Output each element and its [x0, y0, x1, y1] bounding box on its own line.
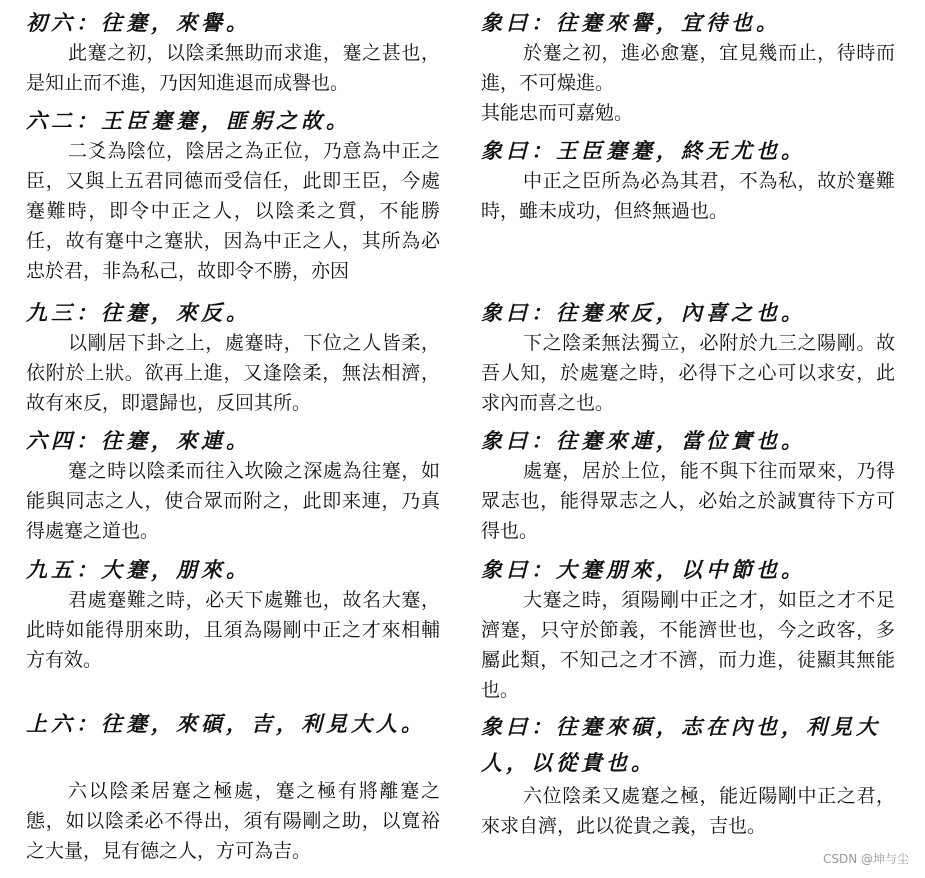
line-6-right-title: 象曰：往蹇來碩，志在內也，利見大人，以從貴也。	[481, 714, 881, 775]
watermark: CSDN @坤与尘	[822, 852, 909, 866]
line-1-left	[26, 8, 440, 98]
line-4-right-title: 象曰：往蹇來連，當位實也。	[481, 428, 806, 453]
line-1-right-text-2: 其能忠而可嘉勉。	[481, 102, 634, 124]
line-3-left-title: 九三：往蹇，來反。	[26, 300, 251, 325]
line-5-right	[481, 555, 895, 705]
line-5-right-title: 象曰：大蹇朋來，以中節也。	[481, 557, 806, 582]
line-5-left-text: 君處蹇難之時，必天下處難也，故名大蹇，此時如能得朋來助，且須為陽剛中正之才來相輔方有效。	[26, 589, 440, 671]
line-5-left-title: 九五：大蹇，朋來。	[26, 557, 251, 582]
line-3-right-text: 下之陰柔無法獨立，必附於九三之陽剛。故吾人知，於處蹇之時，必得下之心可以求安，此求內而喜之也。	[481, 332, 895, 414]
line-6-right-text: 六位陰柔又處蹇之極，能近陽剛中正之君，來求自濟，此以從貴之義，吉也。	[481, 785, 895, 837]
line-4-left	[26, 426, 440, 546]
line-4-left-title: 六四：往蹇，來連。	[26, 428, 251, 453]
line-2-left-text: 二爻為陰位，陰居之為正位，乃意為中正之臣，又與上五君同德而受信任，此即王臣，今處蹇難時，即令中正之人，以陰柔之質，不能勝任，故有蹇中之蹇狀，因為中正之人，其所為必忠於君，非為私己，故即令不勝，亦因	[26, 140, 440, 282]
line-5-right-text: 大蹇之時，須陽剛中正之才，如臣之才不足濟蹇，只守於節義，不能濟世也，今之政客，多屬此類，不知己之才不濟，而力進，徒顯其無能也。	[481, 589, 895, 701]
line-4-left-text: 蹇之時以陰柔而往入坎險之深處為往蹇，如能與同志之人，使合眾而附之，此即来連，乃真得處蹇之道也。	[26, 460, 440, 542]
line-6-right	[481, 709, 895, 841]
line-2-right-text: 中正之臣所為必為其君，不為私，故於蹇難時，雖未成功，但終無過也。	[481, 170, 895, 222]
line-6-left-title: 上六：往蹇，來碩，吉，利見大人。	[26, 711, 426, 736]
line-2-left-title: 六二：王臣蹇蹇，匪躬之故。	[26, 108, 351, 133]
line-2-right	[481, 136, 895, 226]
line-2-right-title: 象曰：王臣蹇蹇，終无尤也。	[481, 138, 806, 163]
line-4-right-text: 處蹇，居於上位，能不與下往而眾來，乃得眾志也，能得眾志之人，必始之於誠實待下方可得也。	[481, 460, 895, 542]
line-3-right-title: 象曰：往蹇來反，內喜之也。	[481, 300, 806, 325]
line-1-right-title: 象曰：往蹇來譽，宜待也。	[481, 10, 781, 35]
line-1-right-text: 於蹇之初，進必愈蹇，宜見幾而止，待時而進，不可燥進。	[481, 42, 895, 94]
line-6-left-text: 六以陰柔居蹇之極處，蹇之極有將離蹇之態，如以陰柔必不得出，須有陽剛之助，以寬裕之大量，見有德之人，方可為吉。	[26, 780, 440, 862]
line-1-left-text: 此蹇之初，以陰柔無助而求進，蹇之甚也，是知止而不進，乃因知進退而成譽也。	[26, 42, 440, 94]
line-3-left	[26, 298, 440, 418]
line-1-left-title: 初六：往蹇，來譽。	[26, 10, 251, 35]
line-5-left	[26, 555, 440, 675]
line-4-right	[481, 426, 895, 546]
line-1-right	[481, 8, 895, 128]
line-3-right	[481, 298, 895, 418]
line-3-left-text: 以剛居下卦之上，處蹇時，下位之人皆柔，依附於上狀。欲再上進，又逢陰柔，無法相濟，故有來反，即還歸也，反回其所。	[26, 332, 440, 414]
line-2-left	[26, 106, 440, 286]
line-6-left	[26, 709, 440, 866]
